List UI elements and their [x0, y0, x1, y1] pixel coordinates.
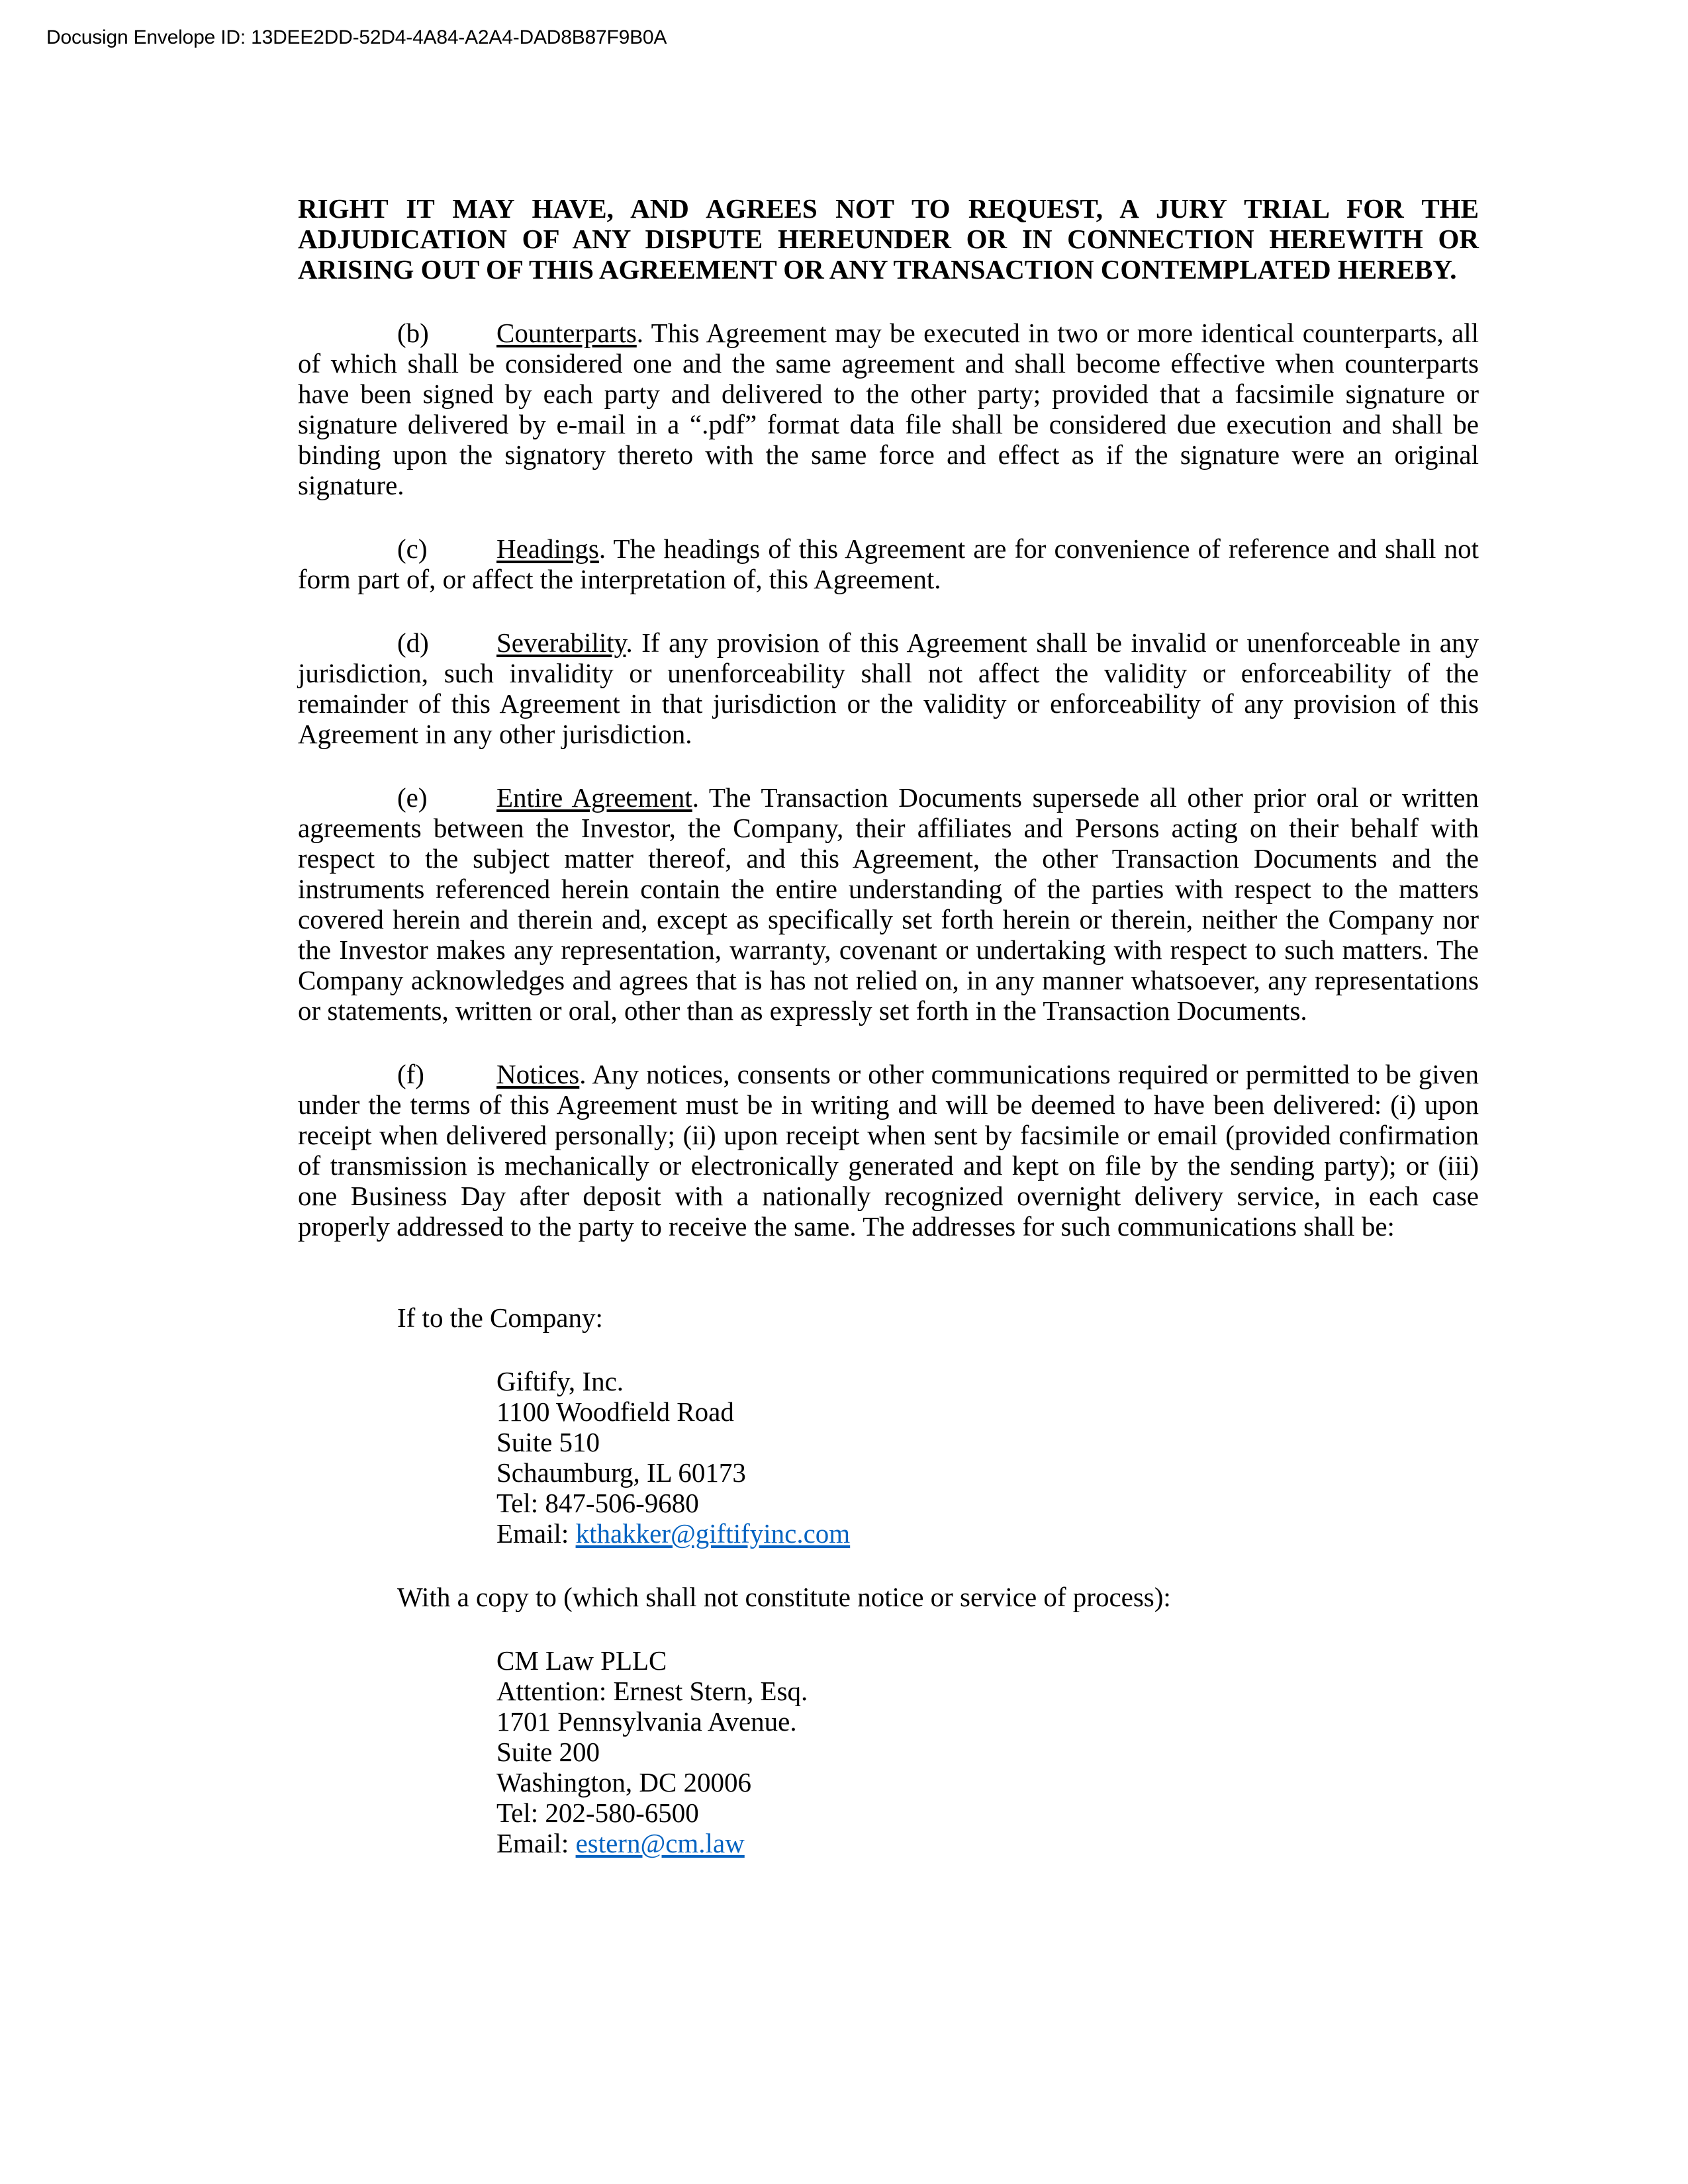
firm-email-line	[496, 1828, 1479, 1858]
company-phone: Tel: 847-506-9680	[496, 1488, 699, 1518]
company-email-link[interactable]: kthakker@giftifyinc.com	[575, 1518, 851, 1549]
firm-attention: Attention: Ernest Stern, Esq.	[496, 1676, 808, 1706]
email-label: Email:	[496, 1518, 576, 1549]
section-body: . If any provision of this Agreement shall be invalid or unenforceable in any jurisdiction, such invalidity or unenforceability shall not affect the validity or enforceability of the remainder of this Agreement in that jurisdiction or the validity or enforceability of any provision of this Agreement in any other jurisdiction.	[298, 627, 1479, 749]
section-number: (b)	[397, 318, 429, 348]
copy-notice-lead: With a copy to (which shall not constitute notice or service of process):	[397, 1582, 1171, 1612]
company-city-state-zip: Schaumburg, IL 60173	[496, 1457, 746, 1488]
firm-email-link[interactable]: estern@cm.law	[575, 1828, 745, 1858]
section-title: Notices	[496, 1059, 580, 1089]
document-page	[298, 193, 1479, 1891]
company-name: Giftify, Inc.	[496, 1366, 624, 1396]
section-body: . Any notices, consents or other communications required or permitted to be given under the terms of this Agreement must be in writing and will be deemed to have been delivered: (i) upon receipt when delivered personally; (ii) upon receipt when sent by facsimile or email (provided confirmation of transmission is mechanically or electronically generated and kept on file by the sending party); or (iii) one Business Day after deposit with a nationally recognized overnight delivery service, in each case properly addressed to the party to receive the same. The addresses for such communications shall be:	[298, 1059, 1479, 1242]
firm-street: 1701 Pennsylvania Avenue.	[496, 1706, 797, 1737]
section-body: . This Agreement may be executed in two or more identical counterparts, all of which shall be considered one and the same agreement and shall become effective when counterparts have been signed by each party and delivered to the other party; provided that a facsimile signature or signature delivered by e-mail in a “.pdf” format data file shall be considered due execution and shall be binding upon the signatory thereto with the same force and effect as if the signature were an original signature.	[298, 318, 1479, 500]
jury-waiver-text: RIGHT IT MAY HAVE, AND AGREES NOT TO REQUEST, A JURY TRIAL FOR THE ADJUDICATION OF ANY DISPUTE HEREUNDER OR IN CONNECTION HEREWITH OR ARISING OUT OF THIS AGREEMENT OR ANY TRANSACTION CONTEMPLATED HEREBY	[298, 193, 1479, 285]
docusign-envelope-id: Docusign Envelope ID: 13DEE2DD-52D4-4A84-A2A4-DAD8B87F9B0A	[46, 26, 667, 48]
jury-waiver-continuation: RIGHT IT MAY HAVE, AND AGREES NOT TO REQUEST, A JURY TRIAL FOR THE ADJUDICATION OF ANY DISPUTE HEREUNDER OR IN CONNECTION HEREWITH OR ARISING OUT OF THIS AGREEMENT OR ANY TRANSACTION CONTEMPLATED HEREBY.	[298, 193, 1479, 285]
section-body: . The Transaction Documents supersede all other prior oral or written agreements between the Investor, the Company, their affiliates and Persons acting on their behalf with respect to the subject matter thereof, and this Agreement, the other Transaction Documents and the instruments referenced herein contain the entire understanding of the parties with respect to the matters covered herein and therein and, except as specifically set forth herein or therein, neither the Company nor the Investor makes any representation, warranty, covenant or undertaking with respect to such matters. The Company acknowledges and agrees that is has not relied on, in any manner whatsoever, any representations or statements, written or oral, other than as expressly set forth in the Transaction Documents.	[298, 782, 1479, 1026]
company-suite: Suite 510	[496, 1427, 600, 1457]
company-notice-lead: If to the Company:	[397, 1302, 603, 1333]
section-title: Headings	[496, 533, 599, 564]
copy-address-block	[496, 1645, 1479, 1858]
company-street: 1100 Woodfield Road	[496, 1396, 734, 1427]
section-number: (f)	[397, 1059, 424, 1089]
section-title: Severability	[496, 627, 626, 658]
email-label: Email:	[496, 1828, 576, 1858]
company-address-block	[496, 1366, 1479, 1549]
section-severability	[298, 627, 1479, 749]
section-number: (d)	[397, 627, 429, 658]
section-number: (e)	[397, 782, 428, 813]
firm-phone: Tel: 202-580-6500	[496, 1797, 699, 1828]
section-title: Counterparts	[496, 318, 637, 348]
section-notices	[298, 1059, 1479, 1242]
firm-name: CM Law PLLC	[496, 1645, 667, 1676]
firm-suite: Suite 200	[496, 1737, 600, 1767]
section-number: (c)	[397, 533, 428, 564]
company-email-line	[496, 1518, 1479, 1549]
section-headings	[298, 533, 1479, 594]
firm-city-state-zip: Washington, DC 20006	[496, 1767, 752, 1797]
section-title: Entire Agreement	[496, 782, 692, 813]
section-counterparts	[298, 318, 1479, 500]
section-body: . The headings of this Agreement are for convenience of reference and shall not form part of, or affect the interpretation of, this Agreement.	[298, 533, 1479, 594]
notice-addresses	[298, 1302, 1479, 1858]
section-entire-agreement	[298, 782, 1479, 1026]
